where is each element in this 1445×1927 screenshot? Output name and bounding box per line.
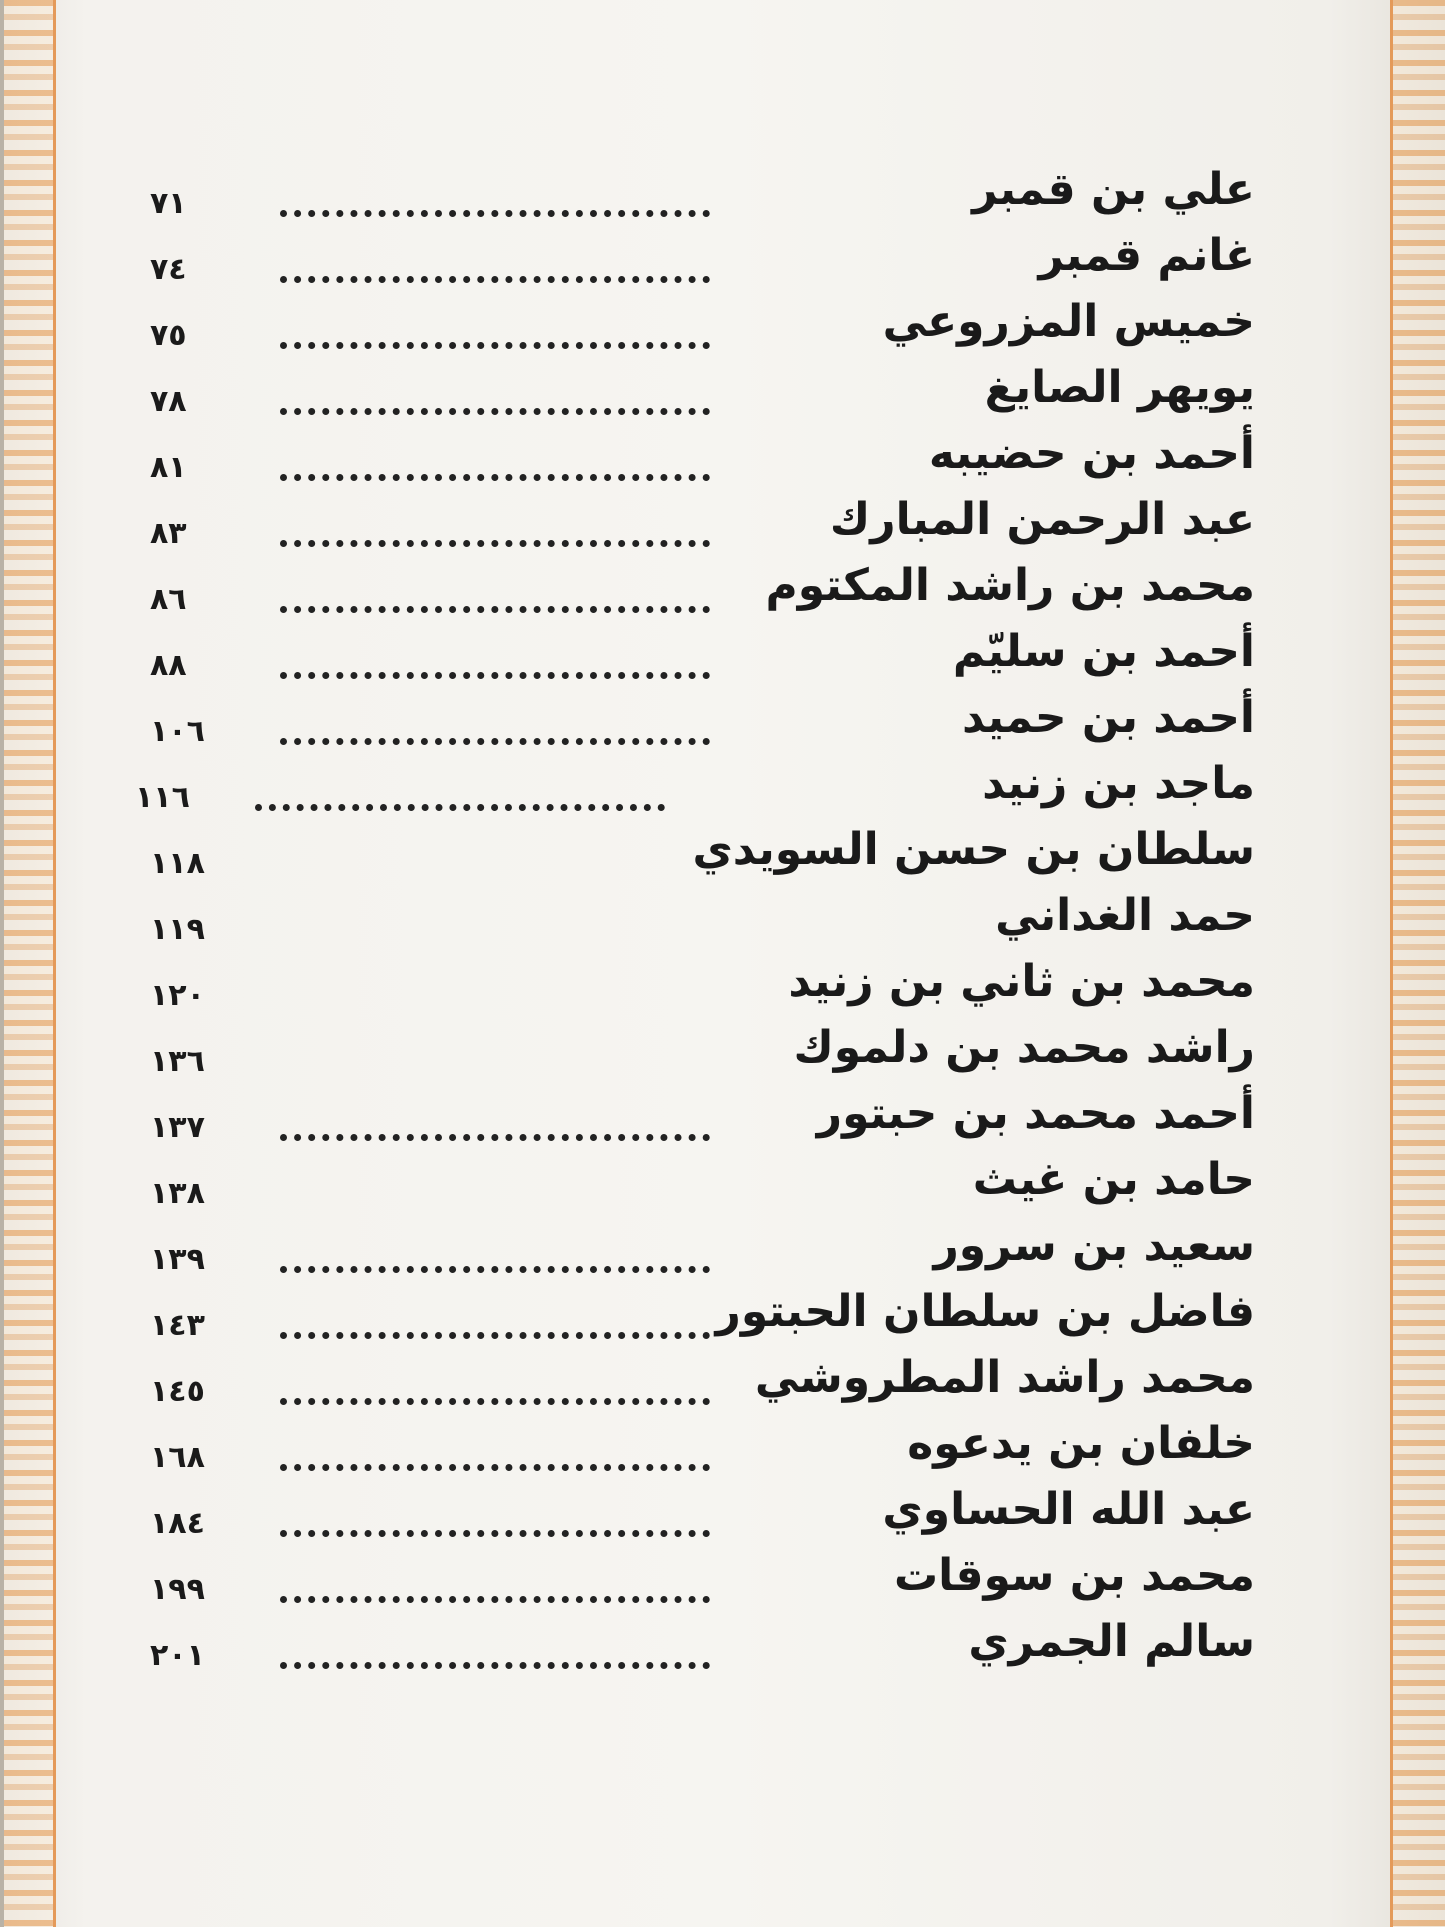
entry-name: سالم الجمري [968,1616,1255,1667]
dot-leader [280,1522,710,1537]
toc-entry [0,1482,1445,1544]
entry-page-number: ١١٦ [135,780,190,815]
toc-entry [0,624,1445,686]
toc-entry [0,426,1445,488]
entry-page-number: ١٦٨ [150,1440,205,1475]
entry-name: فاضل بن سلطان الحبتور [715,1286,1255,1337]
entry-name: حامد بن غيث [972,1154,1255,1205]
entry-page-number: ٧٨ [150,384,187,419]
toc-entry [0,1218,1445,1280]
dot-leader [280,532,710,547]
dot-leader [280,598,710,613]
toc-entry [0,1416,1445,1478]
entry-page-number: ٨٣ [150,516,187,551]
entry-name: عبد الله الحساوي [882,1484,1255,1535]
toc-entry [0,228,1445,290]
dot-leader [280,202,710,217]
entry-page-number: ١٣٦ [150,1044,205,1079]
toc-entry [0,1020,1445,1082]
dot-leader [280,466,710,481]
toc-entry [0,294,1445,356]
dot-leader [280,1588,710,1603]
entry-page-number: ١٣٩ [150,1242,205,1277]
dot-leader [280,664,710,679]
toc-entry [0,822,1445,884]
toc-entry [0,558,1445,620]
entry-page-number: ١٣٧ [150,1110,205,1145]
dot-leader [280,1654,710,1669]
toc-entry [0,162,1445,224]
toc-entry [0,1614,1445,1676]
dot-leader [280,1258,710,1273]
entry-page-number: ١٩٩ [150,1572,205,1607]
entry-page-number: ٧٤ [150,252,187,287]
entry-name: ماجد بن زنيد [982,758,1255,809]
entry-name: أحمد محمد بن حبتور [816,1088,1255,1139]
entry-name: محمد بن سوقات [893,1550,1255,1601]
dot-leader [280,1126,710,1141]
entry-name: محمد بن راشد المكتوم [765,560,1255,611]
entry-name: حمد الغداني [995,890,1255,941]
toc-entry [0,1284,1445,1346]
entry-page-number: ٨٨ [150,648,187,683]
dot-leader [280,268,710,283]
entry-name: راشد محمد بن دلموك [793,1022,1255,1073]
entry-name: يويهر الصايغ [984,362,1255,413]
entry-name: غانم قمبر [1038,230,1255,281]
toc-entry [0,756,1445,818]
entry-page-number: ١١٨ [150,846,205,881]
entry-name: سلطان بن حسن السويدي [692,824,1255,875]
entry-name: خميس المزروعي [882,296,1255,347]
entry-name: خلفان بن يدعوه [907,1418,1255,1469]
toc-entry [0,1086,1445,1148]
entry-page-number: ٢٠١ [150,1638,205,1673]
dot-leader [280,730,710,745]
toc-entry [0,1350,1445,1412]
dot-leader [280,334,710,349]
entry-name: أحمد بن حميد [961,692,1255,743]
entry-name: عبد الرحمن المبارك [829,494,1255,545]
dot-leader [280,400,710,415]
entry-name: محمد بن ثاني بن زنيد [788,956,1255,1007]
entry-name: محمد راشد المطروشي [754,1352,1255,1403]
toc-entry [0,690,1445,752]
dot-leader [280,1456,710,1471]
entry-page-number: ١٢٠ [150,978,205,1013]
toc-entry [0,1548,1445,1610]
entry-name: أحمد بن سليّم [952,626,1255,677]
entry-page-number: ١٣٨ [150,1176,205,1211]
dot-leader [255,796,665,811]
toc-entry [0,1152,1445,1214]
toc-entry [0,492,1445,554]
toc-entry [0,360,1445,422]
dot-leader [280,1324,710,1339]
entry-page-number: ٨١ [150,450,187,485]
toc-entry [0,888,1445,950]
entry-page-number: ١٤٣ [150,1308,205,1343]
entry-page-number: ١١٩ [150,912,205,947]
dot-leader [280,1390,710,1405]
entry-page-number: ١٠٦ [150,714,205,749]
entry-page-number: ٧١ [150,186,187,221]
entry-page-number: ٨٦ [150,582,187,617]
entry-page-number: ١٤٥ [150,1374,205,1409]
entry-name: أحمد بن حضيبه [928,428,1255,479]
entry-name: علي بن قمبر [972,164,1255,215]
entry-page-number: ٧٥ [150,318,187,353]
toc-entry [0,954,1445,1016]
entry-page-number: ١٨٤ [150,1506,205,1541]
entry-name: سعيد بن سرور [933,1220,1255,1271]
